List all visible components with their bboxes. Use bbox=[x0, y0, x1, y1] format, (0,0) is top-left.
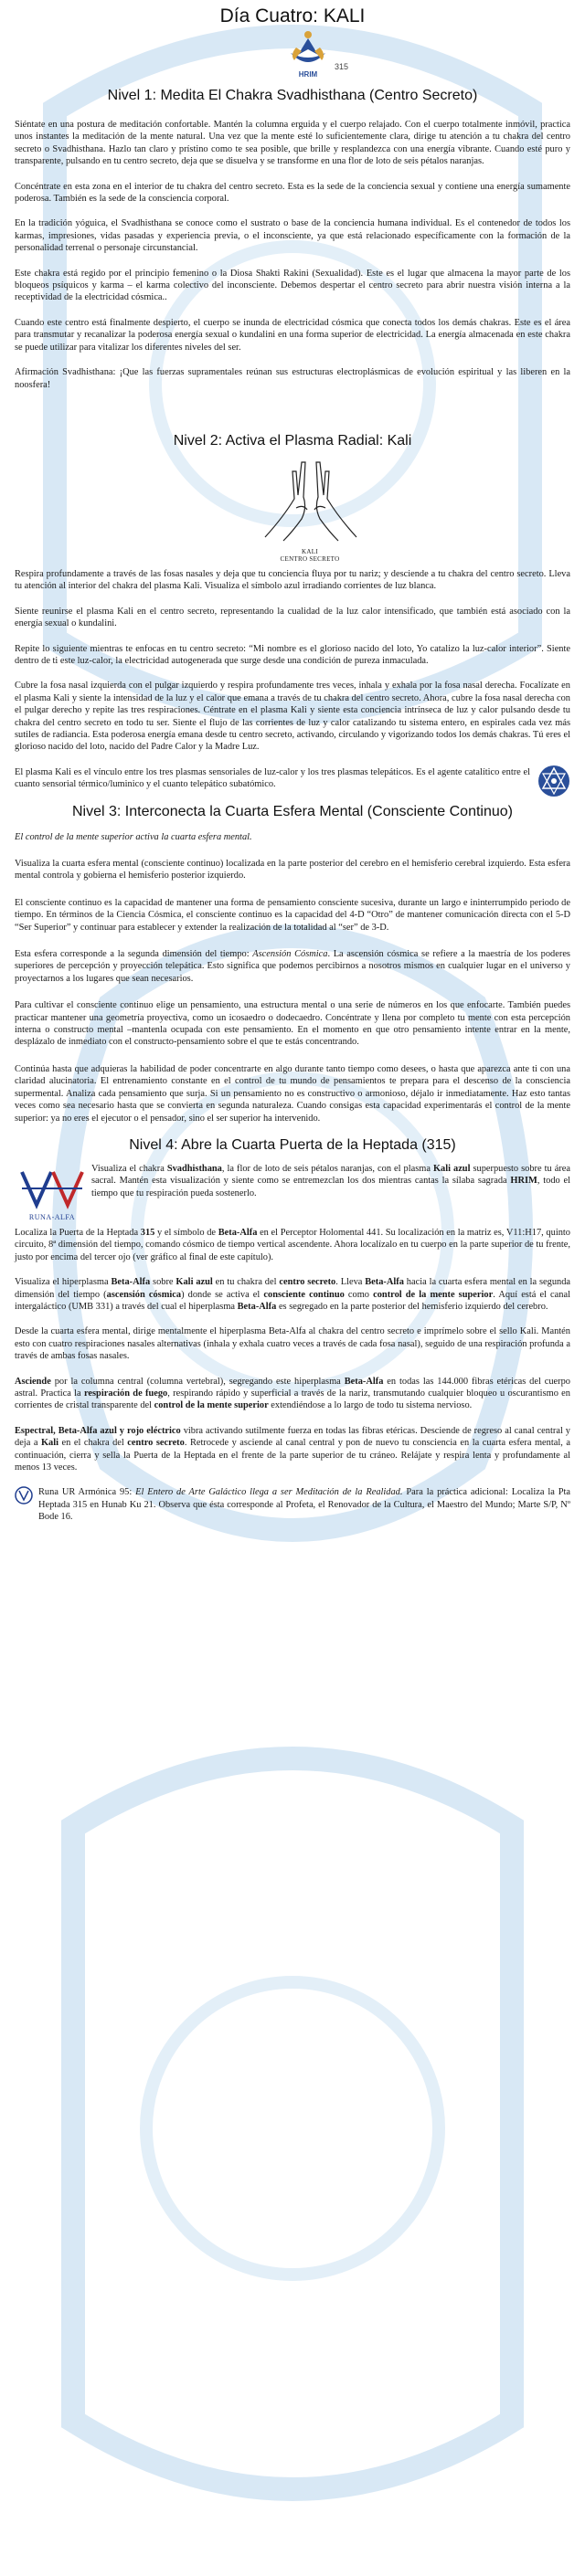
text-run: por la columna central (columna vertebral), segregando este hiperplasma bbox=[50, 1376, 345, 1387]
text-run: en todas las 144.000 fibras etéricas del cuerpo astral. Practica la bbox=[15, 1376, 570, 1399]
level4-paragraph-6 bbox=[15, 1425, 570, 1474]
level1-paragraph-3: En la tradición yóguica, el Svadhisthana se conoce como el sustrato o base de la conciencia humana individual. Es el contenedor de todos los karmas, impresiones, vidas pasadas y experiencia previa, o el inconsciente, ya que está relacionado específicamente con la formación de la personalidad terrenal o personaje circunstancial. bbox=[15, 218, 570, 254]
runa-ur-block bbox=[15, 1486, 570, 1523]
bold-text: centro secreto bbox=[279, 1277, 336, 1288]
level3-paragraph-3 bbox=[15, 948, 570, 985]
text-run: Para la práctica adicional: Localiza la Pta Heptada 315 en Hunab Ku 21. Observa que ésta corresponde al Profeta, el Renovador de la Cultura, el Maestro del Mundo; Marte S/P, Nº Bode 16. bbox=[38, 1487, 570, 1523]
bold-text: HRIM bbox=[510, 1176, 537, 1187]
text-run: como bbox=[344, 1289, 374, 1300]
bold-text: Kali azul bbox=[176, 1277, 213, 1288]
level3-intro: El control de la mente superior activa la cuarta esfera mental. bbox=[15, 831, 252, 842]
text-run: hacia la cuarta esfera mental en la segunda dimensión del tiempo ( bbox=[15, 1277, 571, 1300]
text-run: sobre bbox=[150, 1277, 176, 1288]
text-run: ) donde se activa el bbox=[181, 1289, 264, 1300]
level2-paragraph-5: El plasma Kali es el vínculo entre los tres plasmas sensoriales de luz-calor y los tres plasmas telepáticos. Es el agente catalítico entre el cuanto sensorial térmico/luminico y el cuanto telepático subatómico. bbox=[15, 766, 530, 790]
text-run: en tu chakra del bbox=[212, 1277, 280, 1288]
emphasis: Ascensión Cósmica bbox=[252, 949, 328, 960]
bold-text: Beta-Alfa bbox=[344, 1376, 384, 1387]
text-run: en el chakra del bbox=[58, 1438, 128, 1449]
text-run: y el símbolo de bbox=[154, 1227, 218, 1238]
text-run: , todo el tiempo que tu respiración pueda sostenerlo. bbox=[91, 1176, 570, 1198]
bold-text: respiración de fuego bbox=[83, 1388, 168, 1399]
bold-text: Beta-Alfa bbox=[218, 1227, 258, 1238]
runa-ur-text bbox=[38, 1486, 570, 1523]
lotus-symbol-icon bbox=[285, 29, 331, 80]
level1-affirmation: Afirmación Svadhisthana: ¡Que las fuerzas supramentales reúnan sus estructuras electroplásmicas de evolución espiritual y las liberen en la noosfera! bbox=[15, 367, 570, 390]
text-run: es segregado en la parte posterior del hemisferio izquierdo del cerebro. bbox=[276, 1301, 548, 1312]
kali-plasma-icon bbox=[537, 765, 570, 797]
level1-paragraph-1: Siéntate en una postura de meditación confortable. Mantén la columna erguida y el cuerpo relajado. Con el cuerpo totalmente inmóvil, practica unos instantes la meditación de la mente natural. Una vez que la mente esté lo suficientemente clara, dirige tu atención a tu chakra del centro secreto o Svadhisthana. Hazlo tan claro y prístino como te sea posible, que brille y resplandezca con una energía vibrante. Cuando esté puro y transparente, pulsando en tu centro secreto, deja que se disuelva y se transforme en una flor de loto de seis pétalos naranjas. bbox=[15, 120, 570, 167]
kali-caption-title: KALI bbox=[302, 547, 318, 555]
bold-text: control de la mente superior bbox=[154, 1400, 269, 1411]
bold-text: Beta-Alfa bbox=[365, 1277, 404, 1288]
emphasis: El Entero de Arte Galáctico llega a ser Meditación de la Realidad. bbox=[135, 1487, 403, 1498]
bold-text: Svadhisthana bbox=[166, 1163, 222, 1174]
level1-heading: Nivel 1: Medita El Chakra Svadhisthana (Centro Secreto) bbox=[107, 88, 478, 103]
kali-figure bbox=[15, 453, 570, 563]
runa-label: RUNA-ALFA bbox=[28, 1212, 76, 1221]
runa-ur-icon bbox=[15, 1486, 33, 1504]
runa-alfa-block bbox=[15, 1163, 571, 1221]
bold-text: ascensión cósmica bbox=[106, 1289, 182, 1300]
level2-heading: Nivel 2: Activa el Plasma Radial: Kali bbox=[173, 432, 412, 449]
level2-paragraph-1: Respira profundamente a través de las fosas nasales y deja que tu conciencia fluya por tu nariz; y desciende a tu chakra del centro secreto. Lleva tu atención al interior del chakra del plasma Kali. Visualiza el símbolo azul irradiando corrientes de luz blanca. bbox=[15, 568, 570, 592]
text-run: en el Perceptor Holomental 441. Su localización en la matriz es, V11:H17, quinto circuito, 8ª dimensión del tiempo, comando cósmico de tiempo vertical ascendente. Ahora localízalo en tu cuerpo en la parte superior de tu frente, justo por encima del tercer ojo (ver gráfico al final de este capítulo). bbox=[15, 1227, 570, 1262]
bold-text: Kali bbox=[40, 1438, 59, 1449]
bold-text: consciente continuo bbox=[263, 1289, 345, 1300]
level4-heading: Nivel 4: Abre la Cuarta Puerta de la Heptada (315) bbox=[129, 1136, 456, 1153]
level4-paragraph-2 bbox=[15, 1227, 570, 1263]
bold-text: Kali azul bbox=[432, 1163, 471, 1174]
kali-hands-icon bbox=[256, 453, 366, 544]
level1-paragraph-4: Este chakra está regido por el principio femenino o la Diosa Shakti Rakini (Sexualidad). Este es el lugar que almacena la mayor parte de los bloqueos psíquicos y karma – el karma colectivo del inconsciente. Debemos despertar el centro secreto para abrir nuestra visión interna a la receptividad de la electricidad cósmica.. bbox=[15, 268, 570, 303]
bold-text: centro secreto bbox=[127, 1438, 185, 1449]
text-run: Visualiza el hiperplasma bbox=[15, 1277, 112, 1288]
level3-paragraph-5: Continúa hasta que adquieras la habilidad de poder concentrarte en algo durante tanto tiempo como desees, o hasta que aparezca ante ti con una claridad alucinatoria. El entrenamiento constante en el control de tu mundo de pensamientos te prepara para el descenso de la consciencia supermental. Analiza cada pensamiento que surja. Si un pensamiento no es constructivo o armonioso, déjalo ir inmediatamente. Haz esto tantas veces como sea necesario hasta que se convierta en segunda naturaleza. Cuando consigas esta capacidad experimentarás el control de la mente superior: ya no eres el ejecutor o el pensador, sino el ser superior ha intervenido. bbox=[15, 1063, 570, 1124]
level2-paragraph-4: Cubre la fosa nasal izquierda con el pulgar izquierdo y respira profundamente tres veces, inhala y exhala por la fosa nasal derecha. Focalízate en el plasma Kali y siente la intensidad de la luz y el calor que emana a través de tu chakra del centro secreto. Ahora, cubre la fosa nasal derecha con el pulgar derecho y repite las tres respiraciones. Céntrate en el plasma Kali y siente esta conciencia intrínseca de luz y calor pulsando desde tu chakra del centro secreto en todo tu ser. Siente el flujo de las corrientes de luz y calor catalizando tu sistema entero, en espirales cada vez más sutiles de radiancia. Esta poderosa energía emana desde tu centro secreto, activando, circulando y vigorizando todos los demás chakras. Tú eres el glorioso nacido del loto, nacido del Padre Calor y la Madre Luz. bbox=[15, 681, 570, 753]
bold-text: Beta-Alfa bbox=[237, 1301, 277, 1312]
text-run: vibra activando sutilmente fuerza en todas las fibras etéricas. Desciende de regreso al canal central y deja a bbox=[15, 1425, 570, 1449]
level4-paragraph-3 bbox=[15, 1276, 570, 1313]
level3-paragraph-2: El consciente continuo es la capacidad de mantener una forma de pensamiento consciente sucesiva, durante un largo e ininterrumpido periodo de tiempo. En términos de la Ciencia Cósmica, el consciente continuo es la capacidad del 4-D “Otro” de mantener comunicación directa con el 5-D “Ser Superior” y continuar para establecer y extender la realización de la totalidad al “ser” de 3-D. bbox=[15, 897, 570, 933]
kali-caption-subtitle: CENTRO SECRETO bbox=[280, 554, 340, 563]
level4-paragraph-4: Desde la cuarta esfera mental, dirige mentalmente el hiperplasma Beta-Alfa al chakra del centro secreto e imprímelo sobre el sello Kali. Mantén esto con cuatro respiraciones nasales alternativas (inhala y exhala cuatro veces a través de cada fosa nasal), seguido de una respiración profunda a través de ambas fosas nasales. bbox=[15, 1326, 570, 1362]
bold-text: Beta-Alfa bbox=[111, 1277, 151, 1288]
text-run: Localiza la Puerta de la Heptada bbox=[15, 1227, 141, 1238]
bold-text: 315 bbox=[140, 1227, 155, 1238]
text-run: extendiéndose a lo largo de todo tu sistema nervioso. bbox=[268, 1400, 473, 1411]
text-run: Runa UR Armónica 95: bbox=[38, 1487, 136, 1498]
text-run: . Aquí está el canal intergaláctico (UMB 331) a través del cual el hiperplasma bbox=[15, 1289, 570, 1312]
level4-paragraph-1 bbox=[91, 1163, 570, 1199]
level2-paragraph-2: Siente reunirse el plasma Kali en el centro secreto, representando la cualidad de la luz calor intensificado, que también está asociado con la energía sexual o kundalini. bbox=[15, 606, 570, 629]
level1-paragraph-5: Cuando este centro está finalmente despierto, el cuerpo se inunda de electricidad cósmica que conecta todos los demás chakras. Este es el área para transmutar y recanalizar la poderosa energía sexual o kundalini en una forma superior de electricidad. La energía almacenada en este chakra se puede utilizar para vitalizar los diferentes niveles del ser. bbox=[15, 317, 570, 353]
level3-paragraph-4: Para cultivar el consciente continuo elige un pensamiento, una estructura mental o una serie de números en los que enfocarte. También puedes practicar mantener una geometría proyectiva, como un icosaedro o dodecaedro. Concéntrate y llena por completo tu mente con esta percepción interna o constructo mental –mantenla ocupada con este pensamiento. En el momento en que otro pensamiento intente entrar en la mente, desplázalo de inmediato con el constructo-pensamiento sobre el que te estás concentrando. bbox=[15, 1000, 570, 1048]
text-run: . Retrocede y asciende al canal central y pon de nuevo tu consciencia en la cuarta esfera mental, a continuación, cierra y sella la Puerta de la Heptada en el frente de la parte superior de tu cráneo. Relájate y respira lenta y profundamente al menos 13 veces. bbox=[15, 1438, 570, 1473]
text-run: superpuesto sobre tu área sacral. Mantén esta visualización y siente como se entremezclan los dos mientras cantas la sílaba sagrada bbox=[91, 1163, 571, 1187]
text-run: , la flor de loto de seis pétalos naranjas, con el plasma bbox=[221, 1163, 433, 1174]
level2-paragraph-3: Repite lo siguiente mientras te enfocas en tu centro secreto: “Mi nombre es el glorioso nacido del loto, Yo catalizo la luz-calor interior”. Siente dentro de ti este luz-calor, la electricidad autogenerada que surge desde una condición de pureza inmaculada. bbox=[15, 643, 570, 666]
bold-text: Espectral, Beta-Alfa azul y rojo eléctrico bbox=[15, 1425, 181, 1436]
page-number: 315 bbox=[335, 62, 349, 71]
text-run: , respirando rápido y superficial a través de la nariz, transmutando cualquier bloqueo u oscurantismo en corrientes de cristal transparente del bbox=[15, 1388, 570, 1411]
level3-paragraph-1: Visualiza la cuarta esfera mental (consciente continuo) localizada en la parte posterior del cerebro en el hemisferio cerebral izquierdo. Esta esfera mental controla y gobierna el hemisferio posterior izquierdo. bbox=[15, 859, 570, 882]
level4-paragraph-5 bbox=[15, 1376, 570, 1412]
hrim-logo bbox=[15, 29, 570, 80]
bold-text: control de la mente superior bbox=[373, 1289, 494, 1300]
level3-heading: Nivel 3: Interconecta la Cuarta Esfera Mental (Consciente Continuo) bbox=[71, 803, 513, 819]
logo-text: HRIM bbox=[298, 70, 318, 79]
text-run: . La ascensión cósmica se refiere a la maestría de los poderes superiores de percepción y proyección telepática. Esto significa que podemos percibirnos a nosotros mismos en cualquier lugar en el universo y proyectarnos a los lugares que sean necesarios. bbox=[15, 949, 570, 984]
runa-alfa-icon bbox=[18, 1168, 86, 1225]
text-run: . Lleva bbox=[335, 1277, 366, 1288]
text-run: Esta esfera corresponde a la segunda dimensión del tiempo: bbox=[15, 949, 253, 960]
page-title: Día Cuatro: KALI bbox=[219, 5, 366, 26]
level1-paragraph-2: Concéntrate en esta zona en el interior de tu chakra del centro secreto. Esta es la sede de la conciencia sexual y contiene una energía sumamente poderosa. También es la sede de la consciencia corporal. bbox=[15, 181, 570, 205]
bold-text: Asciende bbox=[15, 1376, 51, 1387]
text-run: Visualiza el chakra bbox=[91, 1163, 167, 1174]
